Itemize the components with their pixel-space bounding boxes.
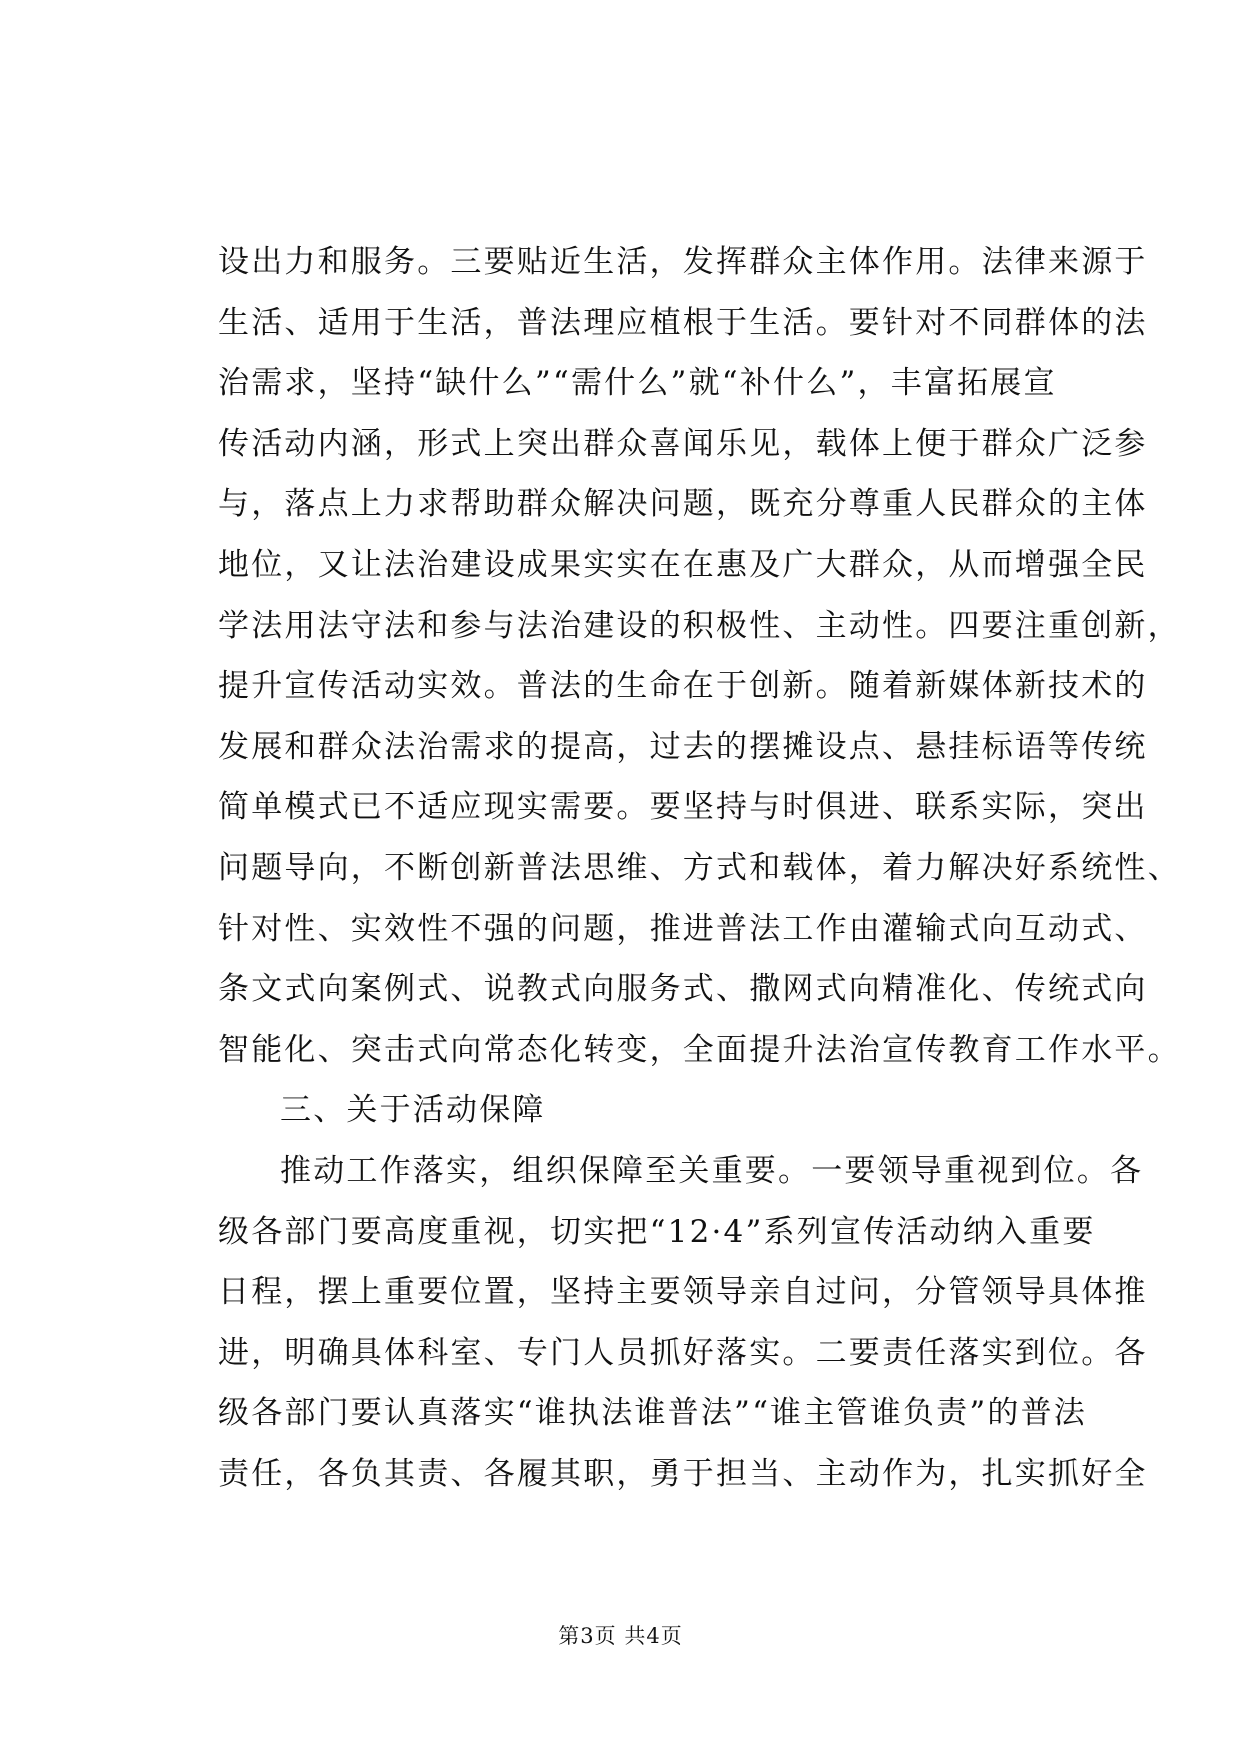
- text-line: 学法用法守法和参与法治建设的积极性、主动性。四要注重创新，: [218, 607, 1181, 644]
- text-line: 地位，又让法治建设成果实实在在惠及广大群众，从而增强全民: [218, 546, 1148, 583]
- text-line: 智能化、突击式向常态化转变，全面提升法治宣传教育工作水平。: [218, 1031, 1181, 1068]
- text-line: 设出力和服务。三要贴近生活，发挥群众主体作用。法律来源于: [218, 244, 1148, 280]
- text-line: 简单模式已不适应现实需要。要坚持与时俱进、联系实际，突出: [218, 789, 1148, 826]
- text-line: 问题导向，不断创新普法思维、方式和载体，着力解决好系统性、: [218, 849, 1181, 886]
- text-line: 推动工作落实，组织保障至关重要。一要领导重视到位。各: [280, 1152, 1144, 1189]
- section-heading: 三、关于活动保障: [280, 1092, 546, 1129]
- text-line: 治需求，坚持“缺什么”“需什么”就“补什么”，丰富拓展宣: [218, 365, 1057, 402]
- text-line: 进，明确具体科室、专门人员抓好落实。二要责任落实到位。各: [218, 1334, 1148, 1371]
- page-number-footer: 第3页 共4页: [558, 1624, 683, 1648]
- text-line: 责任，各负其责、各履其职，勇于担当、主动作为，扎实抓好全: [218, 1455, 1148, 1492]
- text-line: 针对性、实效性不强的问题，推进普法工作由灌输式向互动式、: [218, 910, 1148, 947]
- text-line: 与，落点上力求帮助群众解决问题，既充分尊重人民群众的主体: [218, 486, 1148, 523]
- body-text: [218, 232, 1181, 1504]
- text-line: 日程，摆上重要位置，坚持主要领导亲自过问，分管领导具体推: [218, 1274, 1148, 1311]
- text-line: 级各部门要高度重视，切实把“12·4”系列宣传活动纳入重要: [218, 1213, 1096, 1250]
- text-line: 级各部门要认真落实“谁执法谁普法”“谁主管谁负责”的普法: [218, 1395, 1087, 1432]
- text-line: 提升宣传活动实效。普法的生命在于创新。随着新媒体新技术的: [218, 668, 1148, 705]
- text-line: 条文式向案例式、说教式向服务式、撒网式向精准化、传统式向: [218, 971, 1148, 1008]
- text-line: 发展和群众法治需求的提高，过去的摆摊设点、悬挂标语等传统: [218, 728, 1148, 765]
- text-line: 生活、适用于生活，普法理应植根于生活。要针对不同群体的法: [218, 304, 1148, 341]
- text-line: 传活动内涵，形式上突出群众喜闻乐见，载体上便于群众广泛参: [218, 425, 1148, 462]
